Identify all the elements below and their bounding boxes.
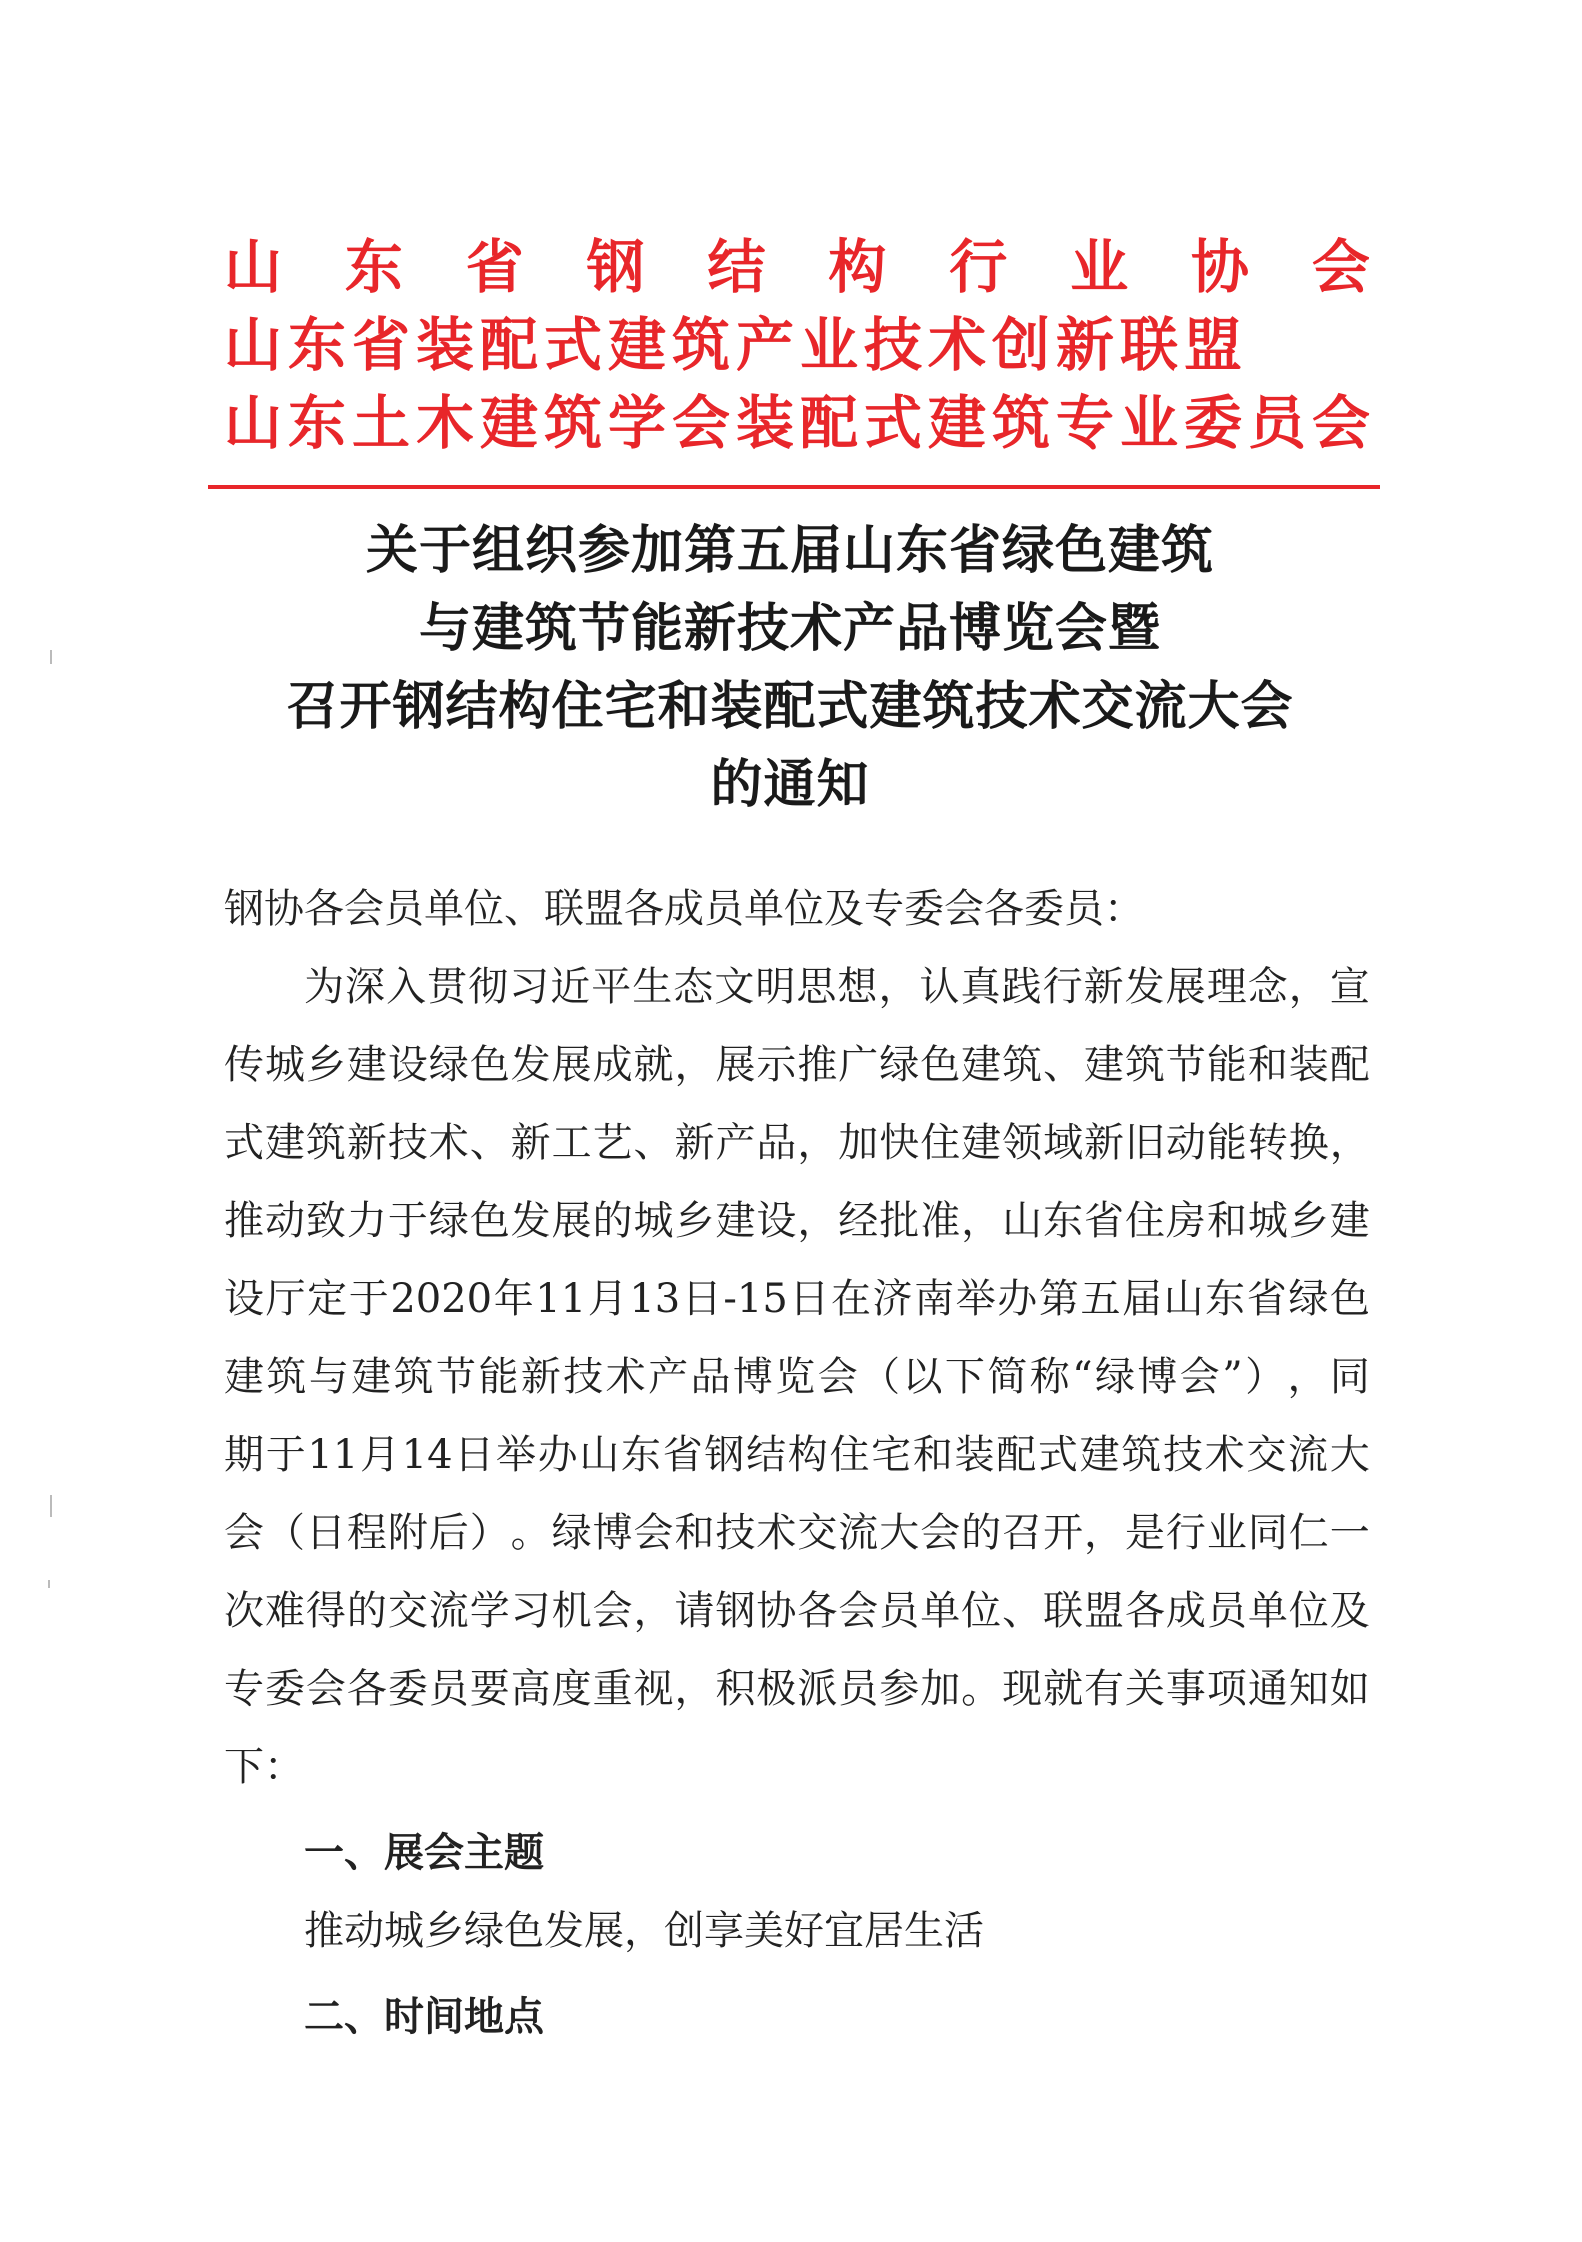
paragraph-line: 下： xyxy=(224,1744,304,1790)
section-heading-exhibition-theme: 一、展会主题 xyxy=(304,1830,544,1876)
paragraph-line: 建 筑 与 建 筑 节 能 新 技 术 产 品 博 览 会 （ 以 下 简 称 “ 绿 博 会 ” ） ， 同 xyxy=(224,1354,1370,1400)
document-title xyxy=(190,512,1390,824)
paragraph-line: 会 （ 日 程 附 后 ） 。 绿 博 会 和 技 术 交 流 大 会 的 召 开 ， 是 行 业 同 仁 一 xyxy=(224,1510,1370,1556)
intro-paragraph xyxy=(224,948,1370,1806)
paragraph-line: 推 动 致 力 于 绿 色 发 展 的 城 乡 建 设 ， 经 批 准 ， 山 东 省 住 房 和 城 乡 建 xyxy=(224,1198,1370,1244)
paragraph-line: 期 于 11 月 14 日 举 办 山 东 省 钢 结 构 住 宅 和 装 配 式 建 筑 技 术 交 流 大 xyxy=(224,1432,1370,1478)
scan-artifact-mark xyxy=(48,1580,50,1588)
org-line-civil-society-committee: 山东土木建筑学会装配式建筑专业委员会 xyxy=(224,389,1377,457)
org-line-prefab-alliance: 山东省装配式建筑产业技术创新联盟 xyxy=(224,311,1249,379)
paragraph-line: 设 厅 定 于 2020 年 11 月 13 日 -15 日 在 济 南 举 办 第 五 届 山 东 省 绿 色 xyxy=(224,1276,1370,1322)
title-line: 召开钢结构住宅和装配式建筑技术交流大会 xyxy=(286,676,1294,737)
scan-artifact-mark xyxy=(50,1495,52,1517)
title-line: 关于组织参加第五届山东省绿色建筑 xyxy=(365,520,1214,581)
paragraph-line: 专 委 会 各 委 员 要 高 度 重 视 ， 积 极 派 员 参 加 。 现 就 有 关 事 项 通 知 如 xyxy=(224,1666,1370,1712)
paragraph-line: 次 难 得 的 交 流 学 习 机 会 ， 请 钢 协 各 会 员 单 位 、 联 盟 各 成 员 单 位 及 xyxy=(224,1588,1370,1634)
letterhead xyxy=(224,228,1377,462)
org-line-steel-association: 山 东 省 钢 结 构 行 业 协 会 xyxy=(224,233,1370,301)
section-heading-time-location: 二、时间地点 xyxy=(304,1994,544,2040)
title-line: 的通知 xyxy=(710,754,870,815)
paragraph-line: 传 城 乡 建 设 绿 色 发 展 成 就 ， 展 示 推 广 绿 色 建 筑 、 建 筑 节 能 和 装 配 xyxy=(224,1042,1370,1088)
paragraph-line: 为 深 入 贯 彻 习 近 平 生 态 文 明 思 想 ， 认 真 践 行 新 发 展 理 念 ， 宣 xyxy=(304,964,1370,1010)
paragraph-line: 式 建 筑 新 技 术 、 新 工 艺 、 新 产 品 ， 加 快 住 建 领 域 新 旧 动 能 转 换 ， xyxy=(224,1120,1370,1166)
document-body xyxy=(224,870,1370,2056)
salutation: 钢协各会员单位、联盟各成员单位及专委会各委员： xyxy=(224,886,1144,932)
red-divider-rule xyxy=(208,485,1380,489)
title-line: 与建筑节能新技术产品博览会暨 xyxy=(418,598,1161,659)
scan-artifact-mark xyxy=(50,650,52,664)
section-content-exhibition-theme: 推动城乡绿色发展，创享美好宜居生活 xyxy=(304,1908,984,1954)
